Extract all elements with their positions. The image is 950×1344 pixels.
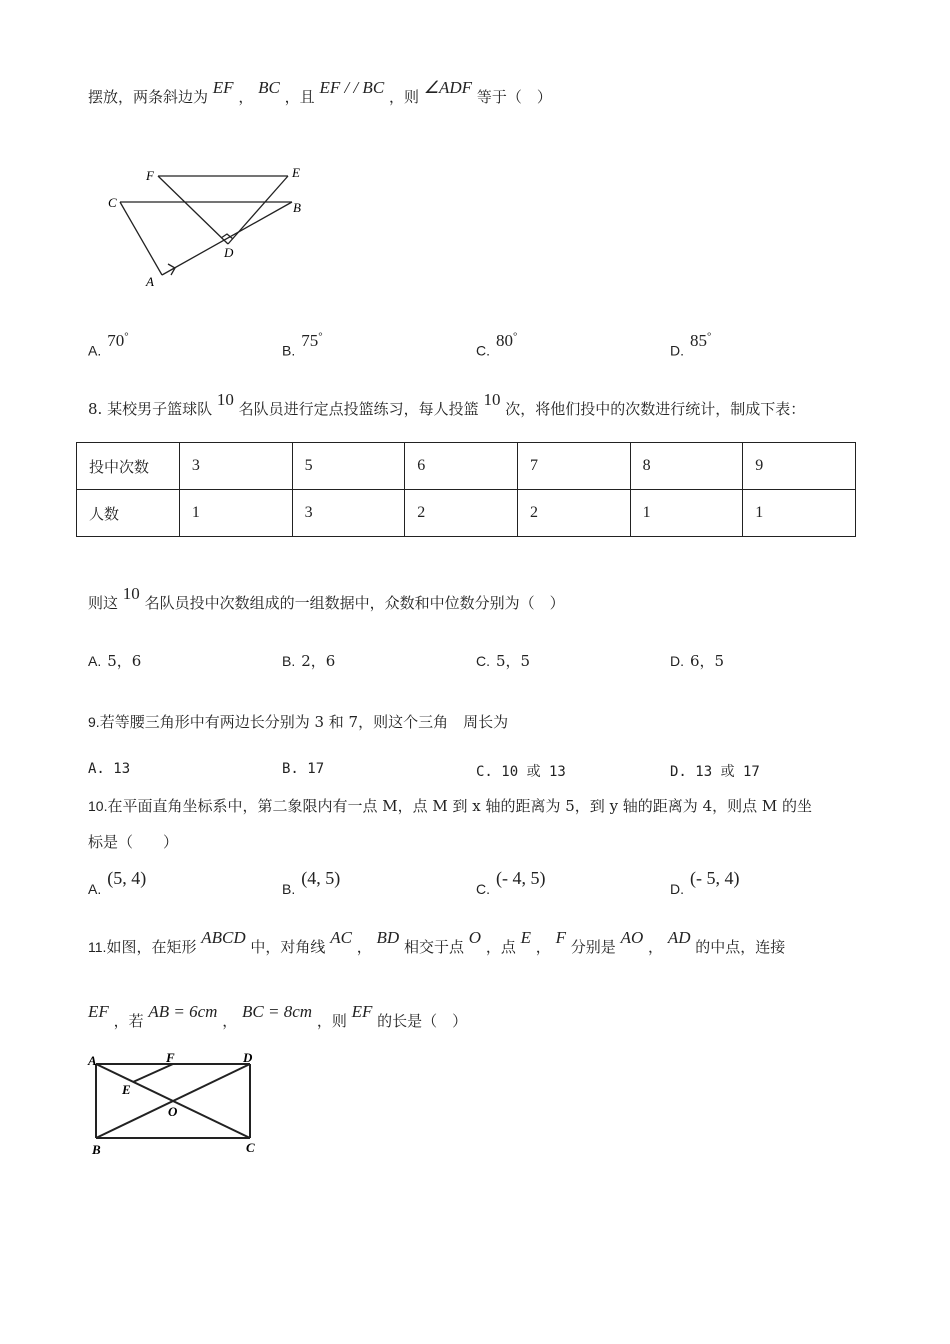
table-cell: 投中次数 bbox=[77, 443, 180, 490]
q9-option-d[interactable]: D. 13 或 17 bbox=[670, 764, 760, 780]
table-cell: 3 bbox=[179, 443, 292, 490]
table-cell: 1 bbox=[630, 490, 743, 537]
q7-sep: ， bbox=[238, 88, 254, 106]
q8-option-d[interactable]: D. 6，5 bbox=[670, 652, 725, 670]
label-b: B bbox=[293, 200, 301, 215]
label-e: E bbox=[292, 165, 300, 180]
q8-option-c[interactable]: C. 5，5 bbox=[476, 652, 531, 670]
segment-fd bbox=[158, 176, 228, 244]
q7-math-bc: BC bbox=[258, 78, 280, 97]
q11-rectangle-figure bbox=[86, 1052, 266, 1160]
q10-stem: 10.在平面直角坐标系中，第二象限内有一点 M，点 M 到 x 轴的距离为 5，到 y 轴的距离为 4，则点 M 的坐 bbox=[88, 797, 813, 815]
q9-option-a[interactable]: A. 13 bbox=[88, 761, 131, 777]
q10-stem-line2: 标是（ ） bbox=[88, 833, 179, 851]
table-cell: 5 bbox=[292, 443, 405, 490]
table-cell: 3 bbox=[292, 490, 405, 537]
segment-ca bbox=[120, 202, 162, 275]
q7-option-a[interactable]: A.70° bbox=[88, 330, 129, 359]
segment-ab bbox=[162, 202, 292, 275]
table-cell: 1 bbox=[743, 490, 856, 537]
label-f: F bbox=[166, 1052, 175, 1065]
table-row bbox=[77, 490, 856, 537]
q11-stem-line2: EF ，若 AB = 6cm ， BC = 8cm ，则 EF 的长是（ ） bbox=[88, 1002, 468, 1030]
table-cell: 1 bbox=[179, 490, 292, 537]
table-cell: 9 bbox=[743, 443, 856, 490]
label-a: A bbox=[146, 274, 154, 289]
table-cell: 2 bbox=[405, 490, 518, 537]
q8-math-ten: 10 bbox=[483, 390, 501, 409]
label-d: D bbox=[224, 245, 234, 260]
q8-math-ten: 10 bbox=[122, 584, 140, 603]
q7-stem bbox=[88, 78, 552, 107]
q11-stem: 11.如图，在矩形 ABCD 中，对角线 AC ， BD 相交于点 O ，点 E ， F 分别是 AO ， AD 的中点，连接 bbox=[88, 928, 786, 956]
q8-option-b[interactable]: B. 2，6 bbox=[282, 652, 336, 670]
label-c: C bbox=[108, 195, 117, 210]
q8-option-a[interactable]: A. 5，6 bbox=[88, 652, 142, 670]
q7-math-ef: EF bbox=[212, 78, 234, 97]
q7-text: ，则 bbox=[388, 88, 419, 106]
q7-text: 摆放，两条斜边为 bbox=[88, 88, 209, 106]
q7-text: ，且 bbox=[284, 88, 315, 106]
q8-follow: 则这 10 名队员投中次数组成的一组数据中，众数和中位数分别为（ ） bbox=[88, 584, 565, 612]
q8-math-ten: 10 bbox=[216, 390, 234, 409]
q7-triangle-figure bbox=[100, 160, 320, 295]
q9-option-b[interactable]: B. 17 bbox=[282, 761, 325, 777]
table-cell: 8 bbox=[630, 443, 743, 490]
q7-math-parallel: EF / / BC bbox=[319, 78, 385, 97]
label-f: F bbox=[146, 168, 154, 183]
label-d: D bbox=[243, 1052, 253, 1065]
table-cell: 人数 bbox=[77, 490, 180, 537]
label-o: O bbox=[168, 1104, 178, 1119]
q7-option-b[interactable]: B.75° bbox=[282, 330, 323, 359]
q10-option-c[interactable]: C.(- 4, 5) bbox=[476, 868, 546, 897]
q10-option-d[interactable]: D.(- 5, 4) bbox=[670, 868, 740, 897]
q7-option-d[interactable]: D.85° bbox=[670, 330, 712, 359]
q7-text: 等于（ ） bbox=[476, 88, 552, 106]
label-c: C bbox=[246, 1140, 255, 1155]
q9-option-c[interactable]: C. 10 或 13 bbox=[476, 764, 566, 780]
q8-stats-table bbox=[76, 442, 856, 537]
table-cell: 6 bbox=[405, 443, 518, 490]
q10-option-b[interactable]: B.(4, 5) bbox=[282, 868, 341, 897]
label-e: E bbox=[122, 1082, 131, 1097]
label-a: A bbox=[88, 1053, 97, 1068]
q7-math-angle: ∠ADF bbox=[423, 78, 473, 97]
q7-option-c[interactable]: C.80° bbox=[476, 330, 518, 359]
table-cell: 2 bbox=[517, 490, 630, 537]
table-row bbox=[77, 443, 856, 490]
label-b: B bbox=[92, 1142, 101, 1157]
table-cell: 7 bbox=[517, 443, 630, 490]
q9-stem: 9.若等腰三角形中有两边长分别为 3 和 7，则这个三角 周长为 bbox=[88, 713, 509, 731]
segment-ef bbox=[133, 1064, 173, 1082]
q8-stem: 8. 某校男子篮球队 10 名队员进行定点投篮练习，每人投篮 10 次，将他们投中的次数进行统计，制成下表： bbox=[88, 390, 806, 418]
q10-option-a[interactable]: A.(5, 4) bbox=[88, 868, 147, 897]
